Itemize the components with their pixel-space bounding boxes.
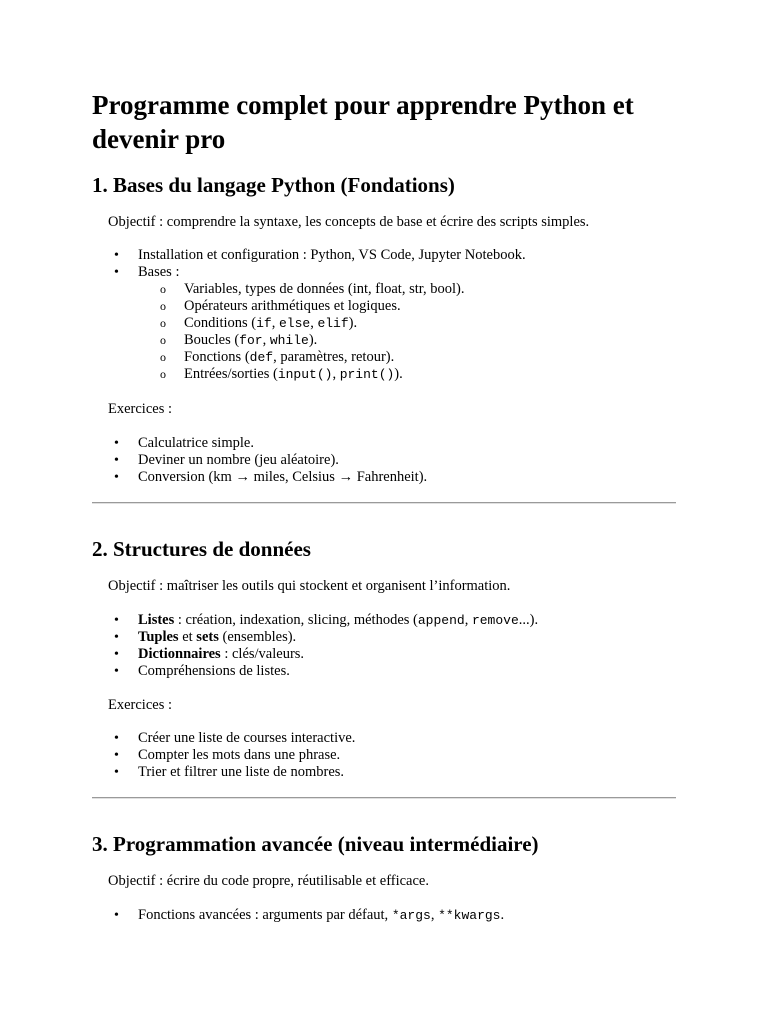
bullet-icon: • xyxy=(114,630,119,645)
horizontal-divider xyxy=(92,797,676,799)
section-3-heading: 3. Programmation avancée (niveau intermédiaire) xyxy=(92,832,539,856)
list-item: • Bases : xyxy=(114,264,180,280)
list-item: • Conversion (km → miles, Celsius → Fahrenheit). xyxy=(114,469,428,485)
section-1-exercises-label: Exercices : xyxy=(108,401,173,417)
list-item: • Tuples et sets (ensembles). xyxy=(114,629,297,645)
page-title: Programme complet pour apprendre Python et devenir pro xyxy=(92,90,634,154)
circle-bullet-icon: o xyxy=(160,367,166,381)
section-1-heading: 1. Bases du langage Python (Fondations) xyxy=(92,173,455,197)
circle-bullet-icon: o xyxy=(160,299,166,313)
code-keyword: else xyxy=(278,316,311,331)
circle-bullet-icon: o xyxy=(160,350,166,364)
code-keyword: while xyxy=(269,333,309,348)
bullet-icon: • xyxy=(114,265,119,280)
code-keyword: for xyxy=(239,333,263,348)
sub-list-item: o Entrées/sorties (input(), print()). xyxy=(160,366,403,382)
list-item: • Calculatrice simple. xyxy=(114,435,254,451)
bullet-icon: • xyxy=(114,731,119,746)
circle-bullet-icon: o xyxy=(160,316,166,330)
section-1-objective: Objectif : comprendre la syntaxe, les concepts de base et écrire des scripts simples. xyxy=(108,214,590,230)
bullet-icon: • xyxy=(114,453,119,468)
list-item: • Trier et filtrer une liste de nombres. xyxy=(114,764,345,780)
bullet-icon: • xyxy=(114,436,119,451)
list-item: • Listes : création, indexation, slicing, méthodes (append, remove...). xyxy=(114,612,539,628)
code-keyword: remove xyxy=(471,613,519,628)
sub-list-item: o Variables, types de données (int, float, str, bool). xyxy=(160,281,465,297)
code-keyword: def xyxy=(249,350,274,365)
section-1-exercises-list xyxy=(0,435,768,486)
list-item: • Deviner un nombre (jeu aléatoire). xyxy=(114,452,339,468)
code-keyword: print() xyxy=(339,367,395,382)
sub-list-item: o Opérateurs arithmétiques et logiques. xyxy=(160,298,401,314)
bullet-icon: • xyxy=(114,664,119,679)
bullet-icon: • xyxy=(114,765,119,780)
section-3-objective: Objectif : écrire du code propre, réutilisable et efficace. xyxy=(108,873,429,889)
sub-list-item: o Fonctions (def, paramètres, retour). xyxy=(160,349,395,365)
bullet-icon: • xyxy=(114,908,119,923)
section-1-list xyxy=(0,247,768,383)
code-keyword: if xyxy=(256,316,272,331)
code-keyword: append xyxy=(417,613,465,628)
circle-bullet-icon: o xyxy=(160,333,166,347)
circle-bullet-icon: o xyxy=(160,282,166,296)
list-item: • Fonctions avancées : arguments par défaut, *args, **kwargs. xyxy=(114,907,505,923)
section-2-exercises-list xyxy=(0,730,768,781)
list-item: • Compréhensions de listes. xyxy=(114,663,290,679)
list-item: • Installation et configuration : Python, VS Code, Jupyter Notebook. xyxy=(114,247,526,263)
section-3-list xyxy=(0,907,768,924)
bullet-icon: • xyxy=(114,248,119,263)
bullet-icon: • xyxy=(114,647,119,662)
code-keyword: **kwargs xyxy=(438,908,501,923)
horizontal-divider xyxy=(92,502,676,504)
sub-list-item: o Boucles (for, while). xyxy=(160,332,318,348)
bullet-icon: • xyxy=(114,613,119,628)
section-2-heading: 2. Structures de données xyxy=(92,537,311,561)
bullet-icon: • xyxy=(114,470,119,485)
list-item: • Créer une liste de courses interactive. xyxy=(114,730,356,746)
code-keyword: input() xyxy=(277,367,333,382)
code-keyword: *args xyxy=(391,908,431,923)
bullet-icon: • xyxy=(114,748,119,763)
list-item: • Compter les mots dans une phrase. xyxy=(114,747,341,763)
section-2-objective: Objectif : maîtriser les outils qui stockent et organisent l’information. xyxy=(108,578,511,594)
sub-list-item: o Conditions (if, else, elif). xyxy=(160,315,358,331)
section-2-list xyxy=(0,612,768,680)
code-keyword: elif xyxy=(317,316,349,331)
section-2-exercises-label: Exercices : xyxy=(108,697,173,713)
list-item: • Dictionnaires : clés/valeurs. xyxy=(114,646,305,662)
